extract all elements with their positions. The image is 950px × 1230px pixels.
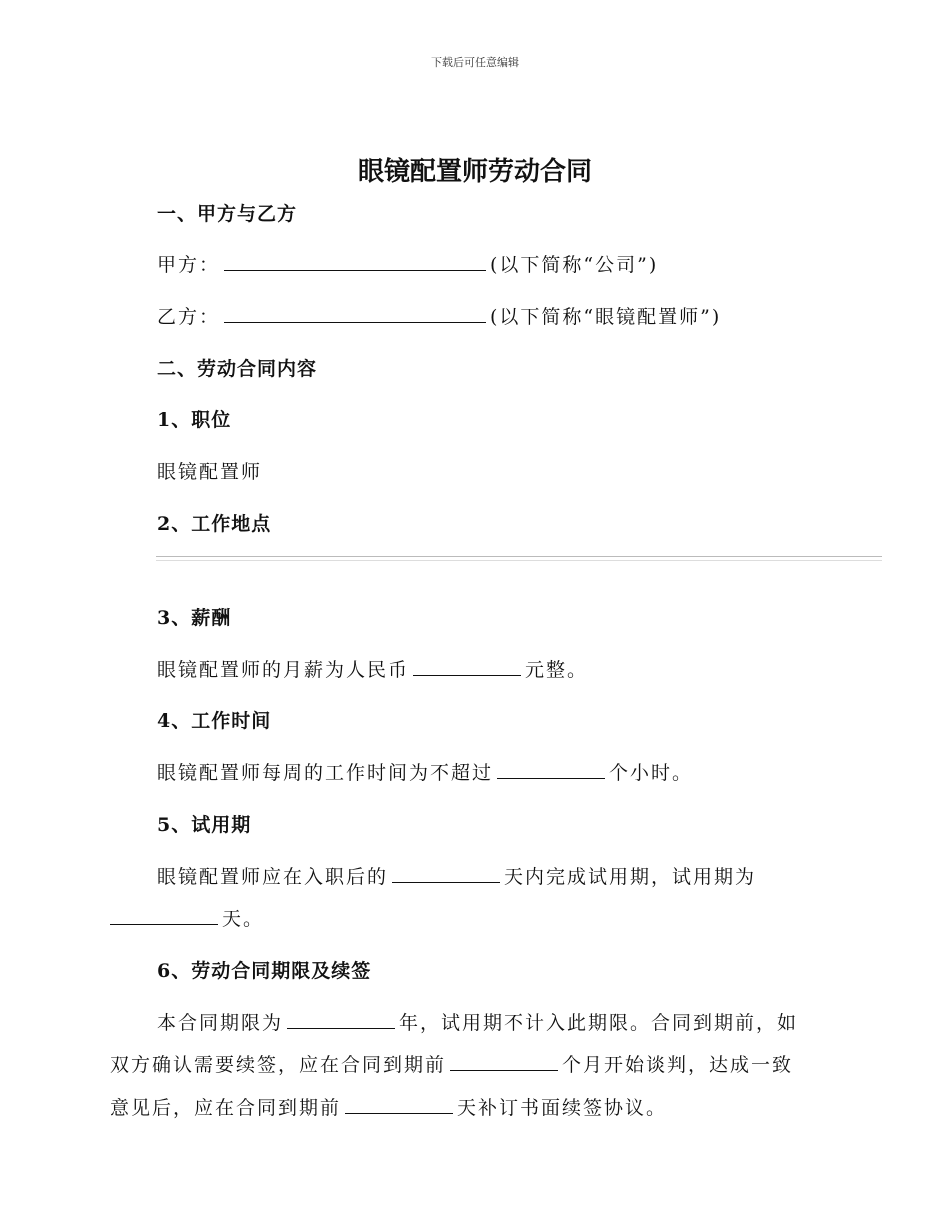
renewal-months-blank[interactable]: [450, 1054, 558, 1071]
party-a-suffix: (以下简称“公司”): [490, 254, 659, 276]
item-5-heading: 5、试用期: [157, 814, 252, 836]
party-b-blank[interactable]: [224, 306, 486, 323]
party-b-label: 乙方：: [157, 306, 221, 328]
header-note: 下载后可任意编辑: [431, 56, 519, 69]
item-1-text: 眼镜配置师: [157, 461, 263, 483]
party-b-line: [157, 302, 721, 329]
item-6-l1-pre: 本合同期限为: [157, 1012, 284, 1034]
item-5-line-2: [110, 904, 264, 931]
probation-days-blank[interactable]: [392, 866, 500, 883]
item-4-pre: 眼镜配置师每周的工作时间为不超过: [157, 762, 494, 784]
item-6-line-2: [110, 1050, 793, 1077]
renewal-days-blank[interactable]: [345, 1097, 453, 1114]
item-5-mid: 天内完成试用期，试用期为: [504, 866, 757, 888]
party-a-line: [157, 250, 658, 277]
party-a-blank[interactable]: [224, 254, 486, 271]
hours-blank[interactable]: [497, 762, 605, 779]
item-6-heading: 6、劳动合同期限及续签: [157, 960, 372, 982]
salary-blank[interactable]: [413, 659, 521, 676]
item-4-heading: 4、工作时间: [157, 710, 272, 732]
party-b-suffix: (以下简称“眼镜配置师”): [490, 306, 722, 328]
item-6-l1-post: 年，试用期不计入此期限。合同到期前，如: [399, 1012, 799, 1034]
probation-length-blank[interactable]: [110, 908, 218, 925]
horizontal-rule: [156, 556, 882, 561]
section-1-heading: 一、甲方与乙方: [157, 203, 298, 225]
document-title: 眼镜配置师劳动合同: [357, 157, 592, 187]
item-3-pre: 眼镜配置师的月薪为人民币: [157, 659, 410, 681]
item-3-line: [157, 655, 588, 682]
item-6-l3-post: 天补订书面续签协议。: [457, 1097, 668, 1119]
item-4-line: [157, 758, 693, 785]
item-3-heading: 3、薪酬: [157, 607, 232, 629]
term-years-blank[interactable]: [287, 1012, 395, 1029]
item-5-post: 天。: [222, 908, 265, 930]
item-6-l2-post: 个月开始谈判，达成一致: [562, 1054, 794, 1076]
item-6-line-3: [110, 1093, 667, 1120]
item-2-heading: 2、工作地点: [157, 513, 272, 535]
item-3-post: 元整。: [525, 659, 589, 681]
item-5-line-1: [157, 862, 756, 889]
section-2-heading: 二、劳动合同内容: [157, 358, 318, 380]
item-5-pre: 眼镜配置师应在入职后的: [157, 866, 389, 888]
item-6-l2-pre: 双方确认需要续签，应在合同到期前: [110, 1054, 447, 1076]
item-6-line-1: [157, 1008, 798, 1035]
item-1-heading: 1、职位: [157, 409, 232, 431]
item-6-l3-pre: 意见后，应在合同到期前: [110, 1097, 342, 1119]
party-a-label: 甲方：: [157, 254, 221, 276]
item-4-post: 个小时。: [609, 762, 694, 784]
